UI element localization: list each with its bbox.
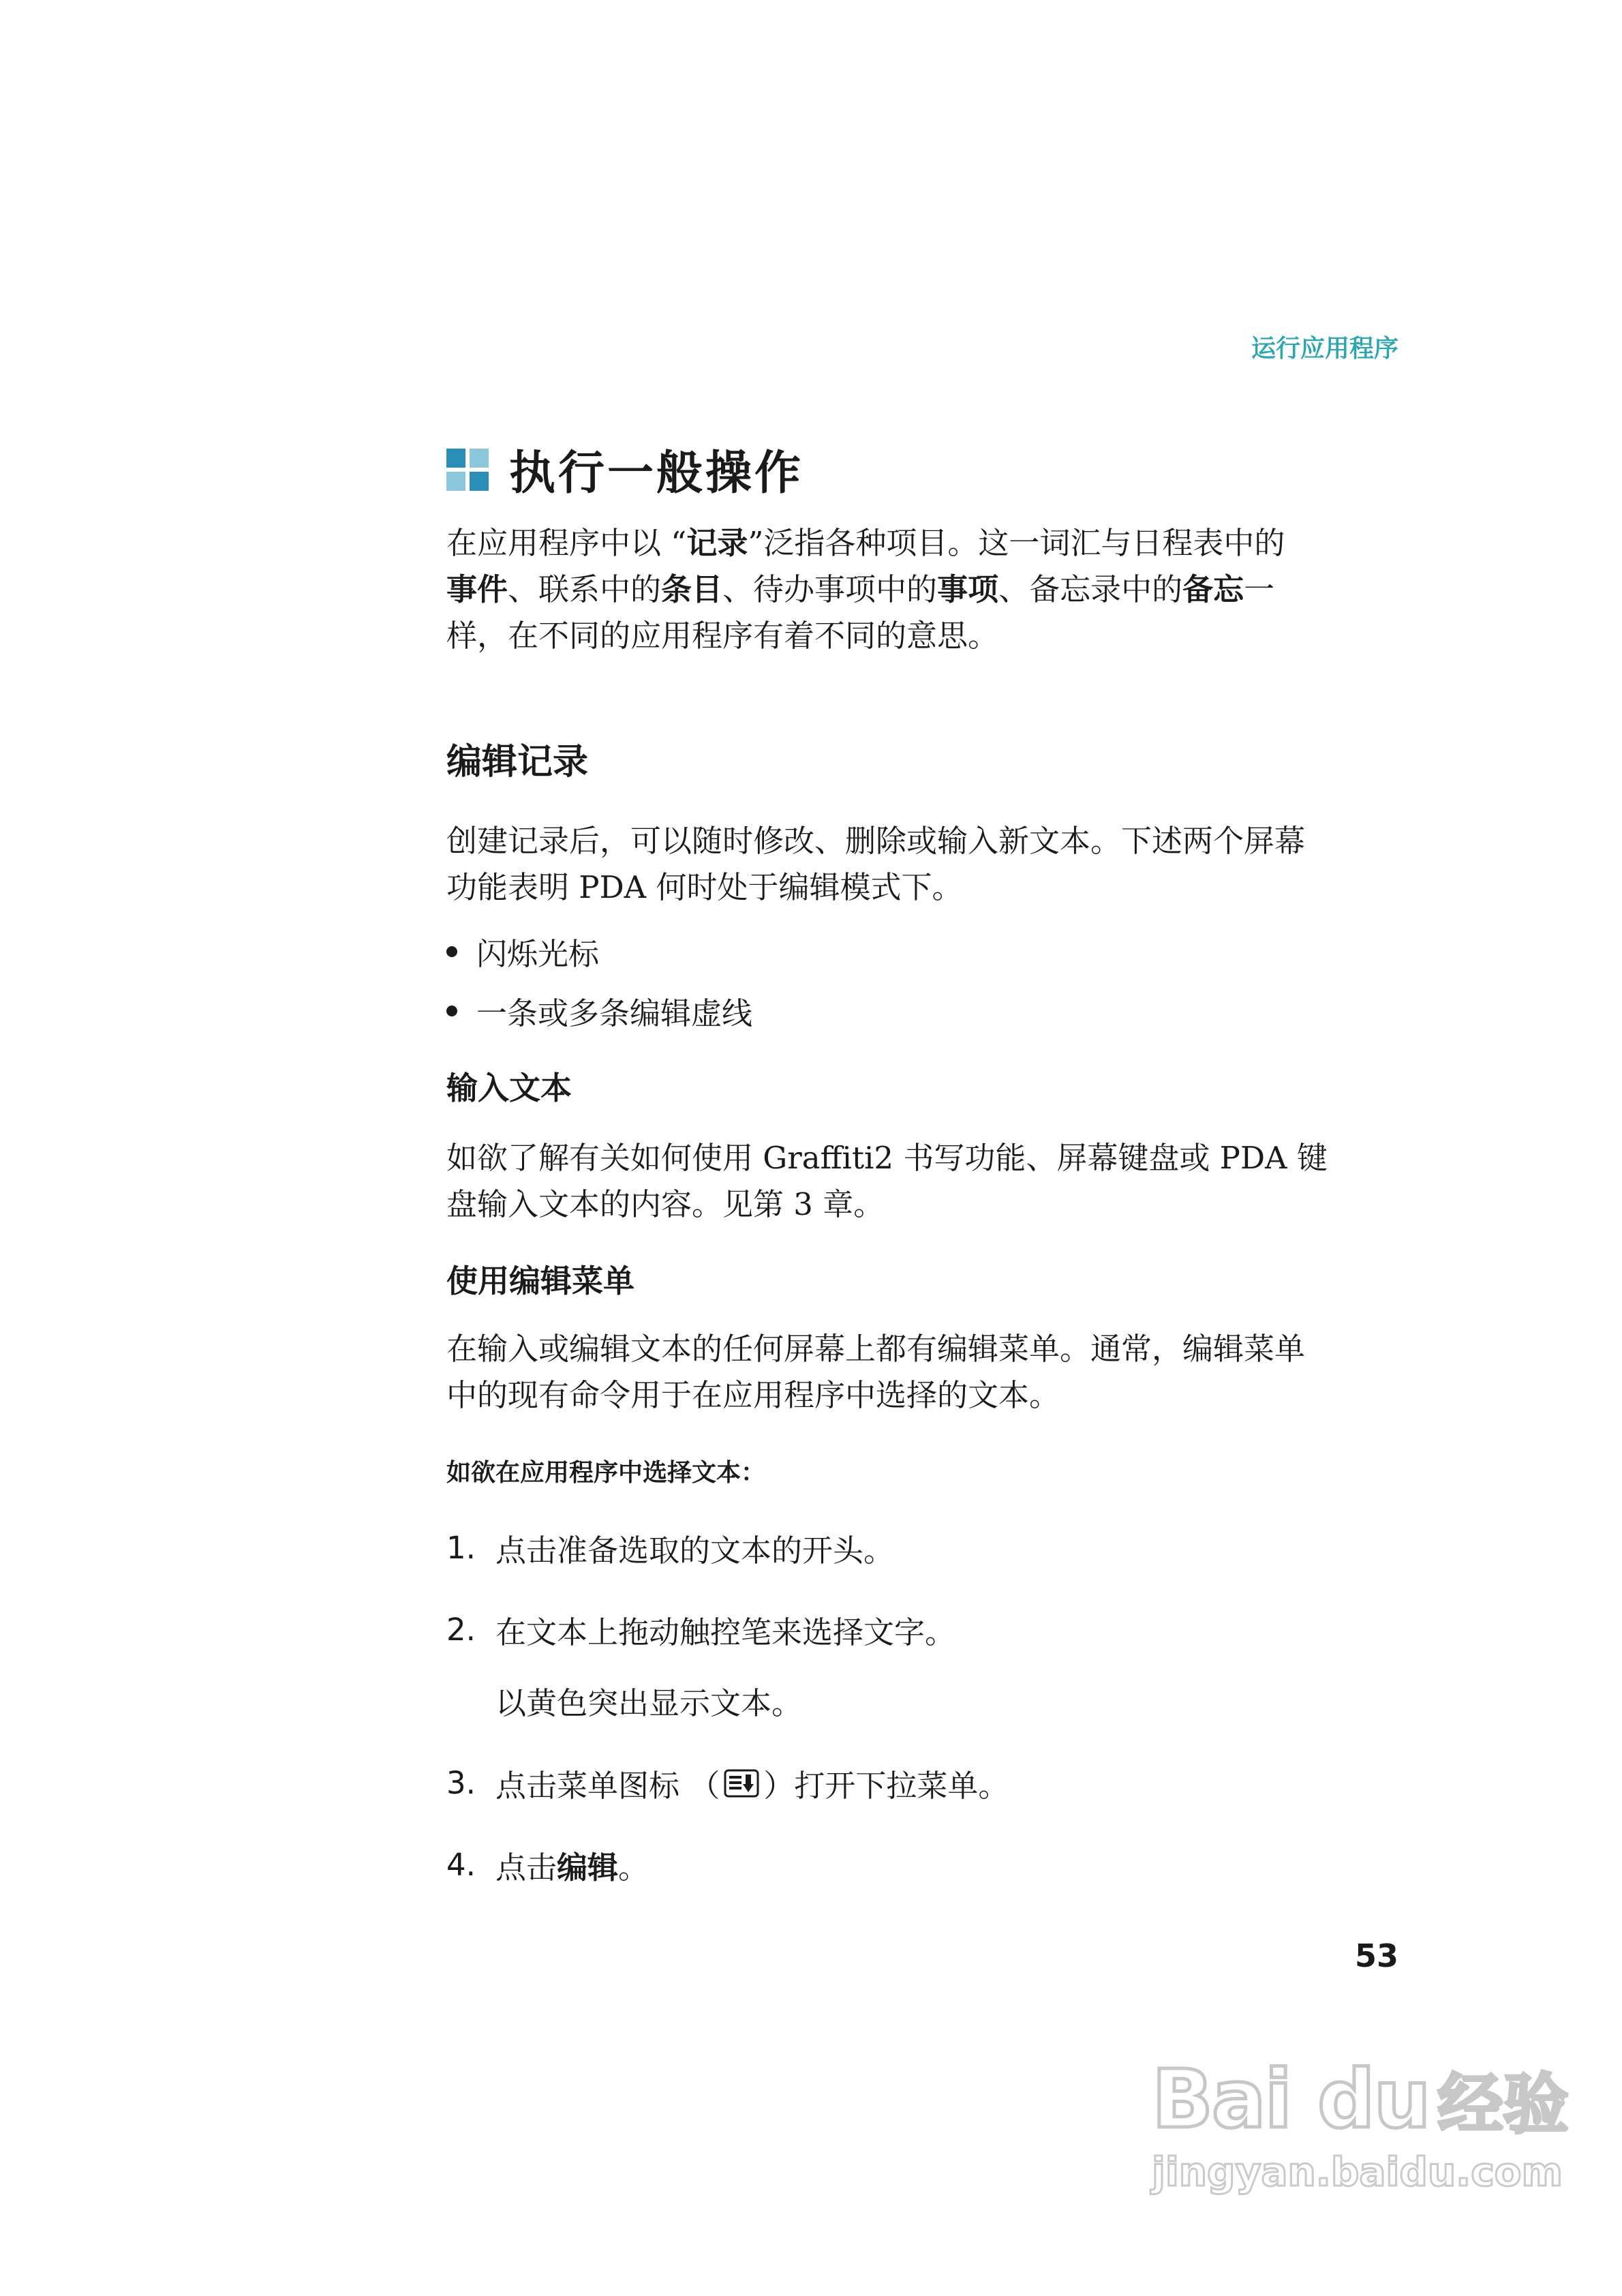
edit-records-paragraph: 创建记录后，可以随时修改、删除或输入新文本。下述两个屏幕 功能表明 PDA 何时处于编辑模式下。 (446, 823, 1306, 905)
edit-menu-paragraph: 在输入或编辑文本的任何屏幕上都有编辑菜单。通常，编辑菜单 中的现有命令用于在应用程序中选择的文本。 (446, 1331, 1306, 1413)
procedure-step: 4. 点击 编辑 。 (446, 1847, 649, 1886)
section-title-row (446, 436, 804, 502)
edit-records-heading: 编辑记录 (446, 742, 589, 783)
bullet-item: 闪烁光标 (446, 929, 599, 973)
bullet-dot (446, 1006, 457, 1016)
running-head: 运行应用程序 (1251, 335, 1398, 363)
section-squares-icon (446, 449, 489, 491)
watermark (1152, 2052, 1569, 2195)
watermark-url: jingyan.baidu.com (1152, 2149, 1563, 2195)
page-number: 53 (1354, 1937, 1398, 1974)
menu-icon (724, 1768, 759, 1798)
procedure-heading: 如欲在应用程序中选择文本： (446, 1459, 766, 1487)
enter-text-paragraph: 如欲了解有关如何使用 Graffiti2 书写功能、屏幕键盘或 PDA 键 盘输入文本的内容。见第 3 章。 (446, 1140, 1328, 1222)
edit-menu-heading: 使用编辑菜单 (446, 1263, 634, 1299)
procedure-step: 2. 在文本上拖动触控笔来选择文字。 (446, 1612, 956, 1650)
watermark-logo: Bai du (1152, 2052, 1430, 2146)
bullet-item: 一条或多条编辑虚线 (446, 988, 752, 1033)
bullet-dot (446, 946, 457, 957)
intro-paragraph: 在应用程序中以 “记录”泛指各种项目。这一词汇与日程表中的 事件、联系中的条目、待办事项中的事项、备忘录中的备忘一 样，在不同的应用程序有着不同的意思。 (446, 525, 1285, 654)
section-title: 执行一般操作 (509, 447, 804, 500)
watermark-cn: 经验 (1437, 2066, 1569, 2143)
procedure-result-note: 以黄色突出显示文本。 (495, 1685, 803, 1721)
procedure-step: 3. 点击菜单图标 （ ）打开下拉菜单。 (446, 1765, 1009, 1804)
enter-text-heading: 输入文本 (446, 1070, 572, 1106)
procedure-step: 1. 点击准备选取的文本的开头。 (446, 1530, 895, 1569)
